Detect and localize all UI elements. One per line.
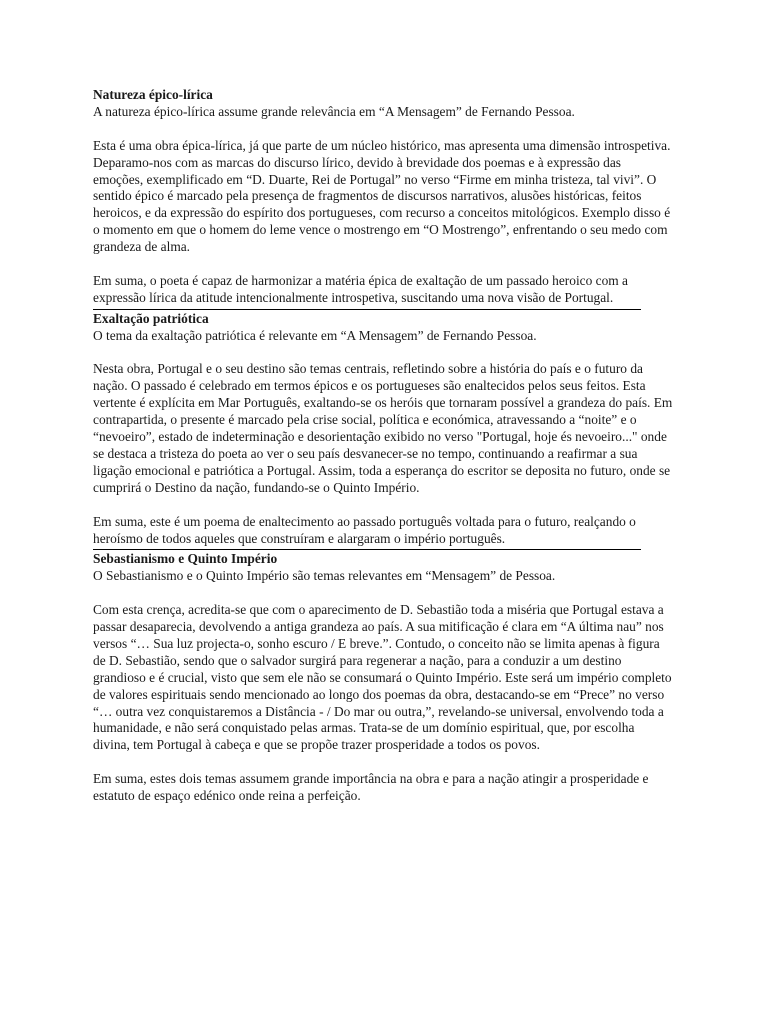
section-natureza-epico-lirica xyxy=(93,87,673,307)
section-conclusion: Em suma, estes dois temas assumem grande importância na obra e para a nação atingir a prosperidade e estatuto de espaço edénico onde reina a perfeição. xyxy=(93,771,649,804)
section-intro: A natureza épico-lírica assume grande relevância em “A Mensagem” de Fernando Pessoa. xyxy=(93,103,575,119)
document-page xyxy=(93,87,673,805)
section-heading: Sebastianismo e Quinto Império xyxy=(93,551,278,567)
section-heading: Natureza épico-lírica xyxy=(93,87,213,102)
section-paragraph: Esta é uma obra épica-lírica, já que parte de um núcleo histórico, mas apresenta uma dimensão introspetiva. Deparamo-nos com as marcas do discurso lírico, devido à brevidade dos poemas e à expressão das emoções, exemplificado em “D. Duarte, Rei de Portugal” no verso “Firme em minha tristeza, tal vivi”. O sentido épico é marcado pela presença de fragmentos de discursos narrativos, alusões históricas, feitos heroicos, e da expressão do espírito dos portugueses, com recurso a conceitos mitológicos. Exemplo disso é o momento em que o homem do leme vence o mostrengo em “O Mostrengo”, enfrentando o seu medo com grandeza de alma. xyxy=(93,137,671,255)
section-paragraph: Com esta crença, acredita-se que com o aparecimento de D. Sebastião toda a miséria que Portugal estava a passar desaparecia, devolvendo a antiga grandeza ao país. A sua mitificação é clara em “A última nau” nos versos “… Sua luz projecta-o, sonho escuro / E breve.”. Contudo, o conceito não se limita apenas à figura de D. Sebastião, sendo que o salvador surgirá para regenerar a nação, para a conduzir a um destino grandioso e é crucial, visto que sem ele não se consumará o Quinto Império. Este será um império completo de valores espirituais sendo mencionado ao longo dos poemas da obra, destacando-se em “Prece” no verso “… outra vez conquistaremos a Distância - / Do mar ou outra,”, revelando-se universal, envolvendo toda a humanidade, e não será conquistado pelas armas. Trata-se de um domínio espiritual, que, por escolha divina, tem Portugal à cabeça e que se propõe trazer prosperidade a todos os povos. xyxy=(93,602,672,753)
section-intro: O tema da exaltação patriótica é relevante em “A Mensagem” de Fernando Pessoa. xyxy=(93,327,537,343)
section-intro: O Sebastianismo e o Quinto Império são temas relevantes em “Mensagem” de Pessoa. xyxy=(93,568,556,584)
section-divider xyxy=(93,309,641,310)
section-sebastianismo-quinto-imperio xyxy=(93,551,673,805)
section-divider xyxy=(93,549,641,550)
section-conclusion: Em suma, este é um poema de enaltecimento ao passado português voltada para o futuro, realçando o heroísmo de todos aqueles que construíram e alargaram o império português. xyxy=(93,513,636,546)
section-conclusion: Em suma, o poeta é capaz de harmonizar a matéria épica de exaltação de um passado heroico com a expressão lírica da atitude intencionalmente introspetiva, suscitando uma nova visão de Portugal. xyxy=(93,272,628,305)
section-paragraph: Nesta obra, Portugal e o seu destino são temas centrais, refletindo sobre a história do país e o futuro da nação. O passado é celebrado em termos épicos e os portugueses são enaltecidos pelos seus feitos. Esta vertente é explícita em Mar Português, exaltando-se os heróis que tornaram possível a grandeza do país. Em contrapartida, o presente é marcado pela crise social, política e económica, atravessando a “noite” e o “nevoeiro”, estado de indeterminação e desorientação exibido no verso "Portugal, hoje és nevoeiro..." onde se destaca a tristeza do poeta ao ver o seu país desvanecer-se no tempo, continuando a reafirmar a sua ligação emocional e patriótica a Portugal. Assim, toda a esperança do escritor se deposita no futuro, onde se cumprirá o Destino da nação, fundando-se o Quinto Império. xyxy=(93,361,673,495)
section-heading: Exaltação patriótica xyxy=(93,310,209,326)
section-exaltacao-patriotica xyxy=(93,311,673,548)
